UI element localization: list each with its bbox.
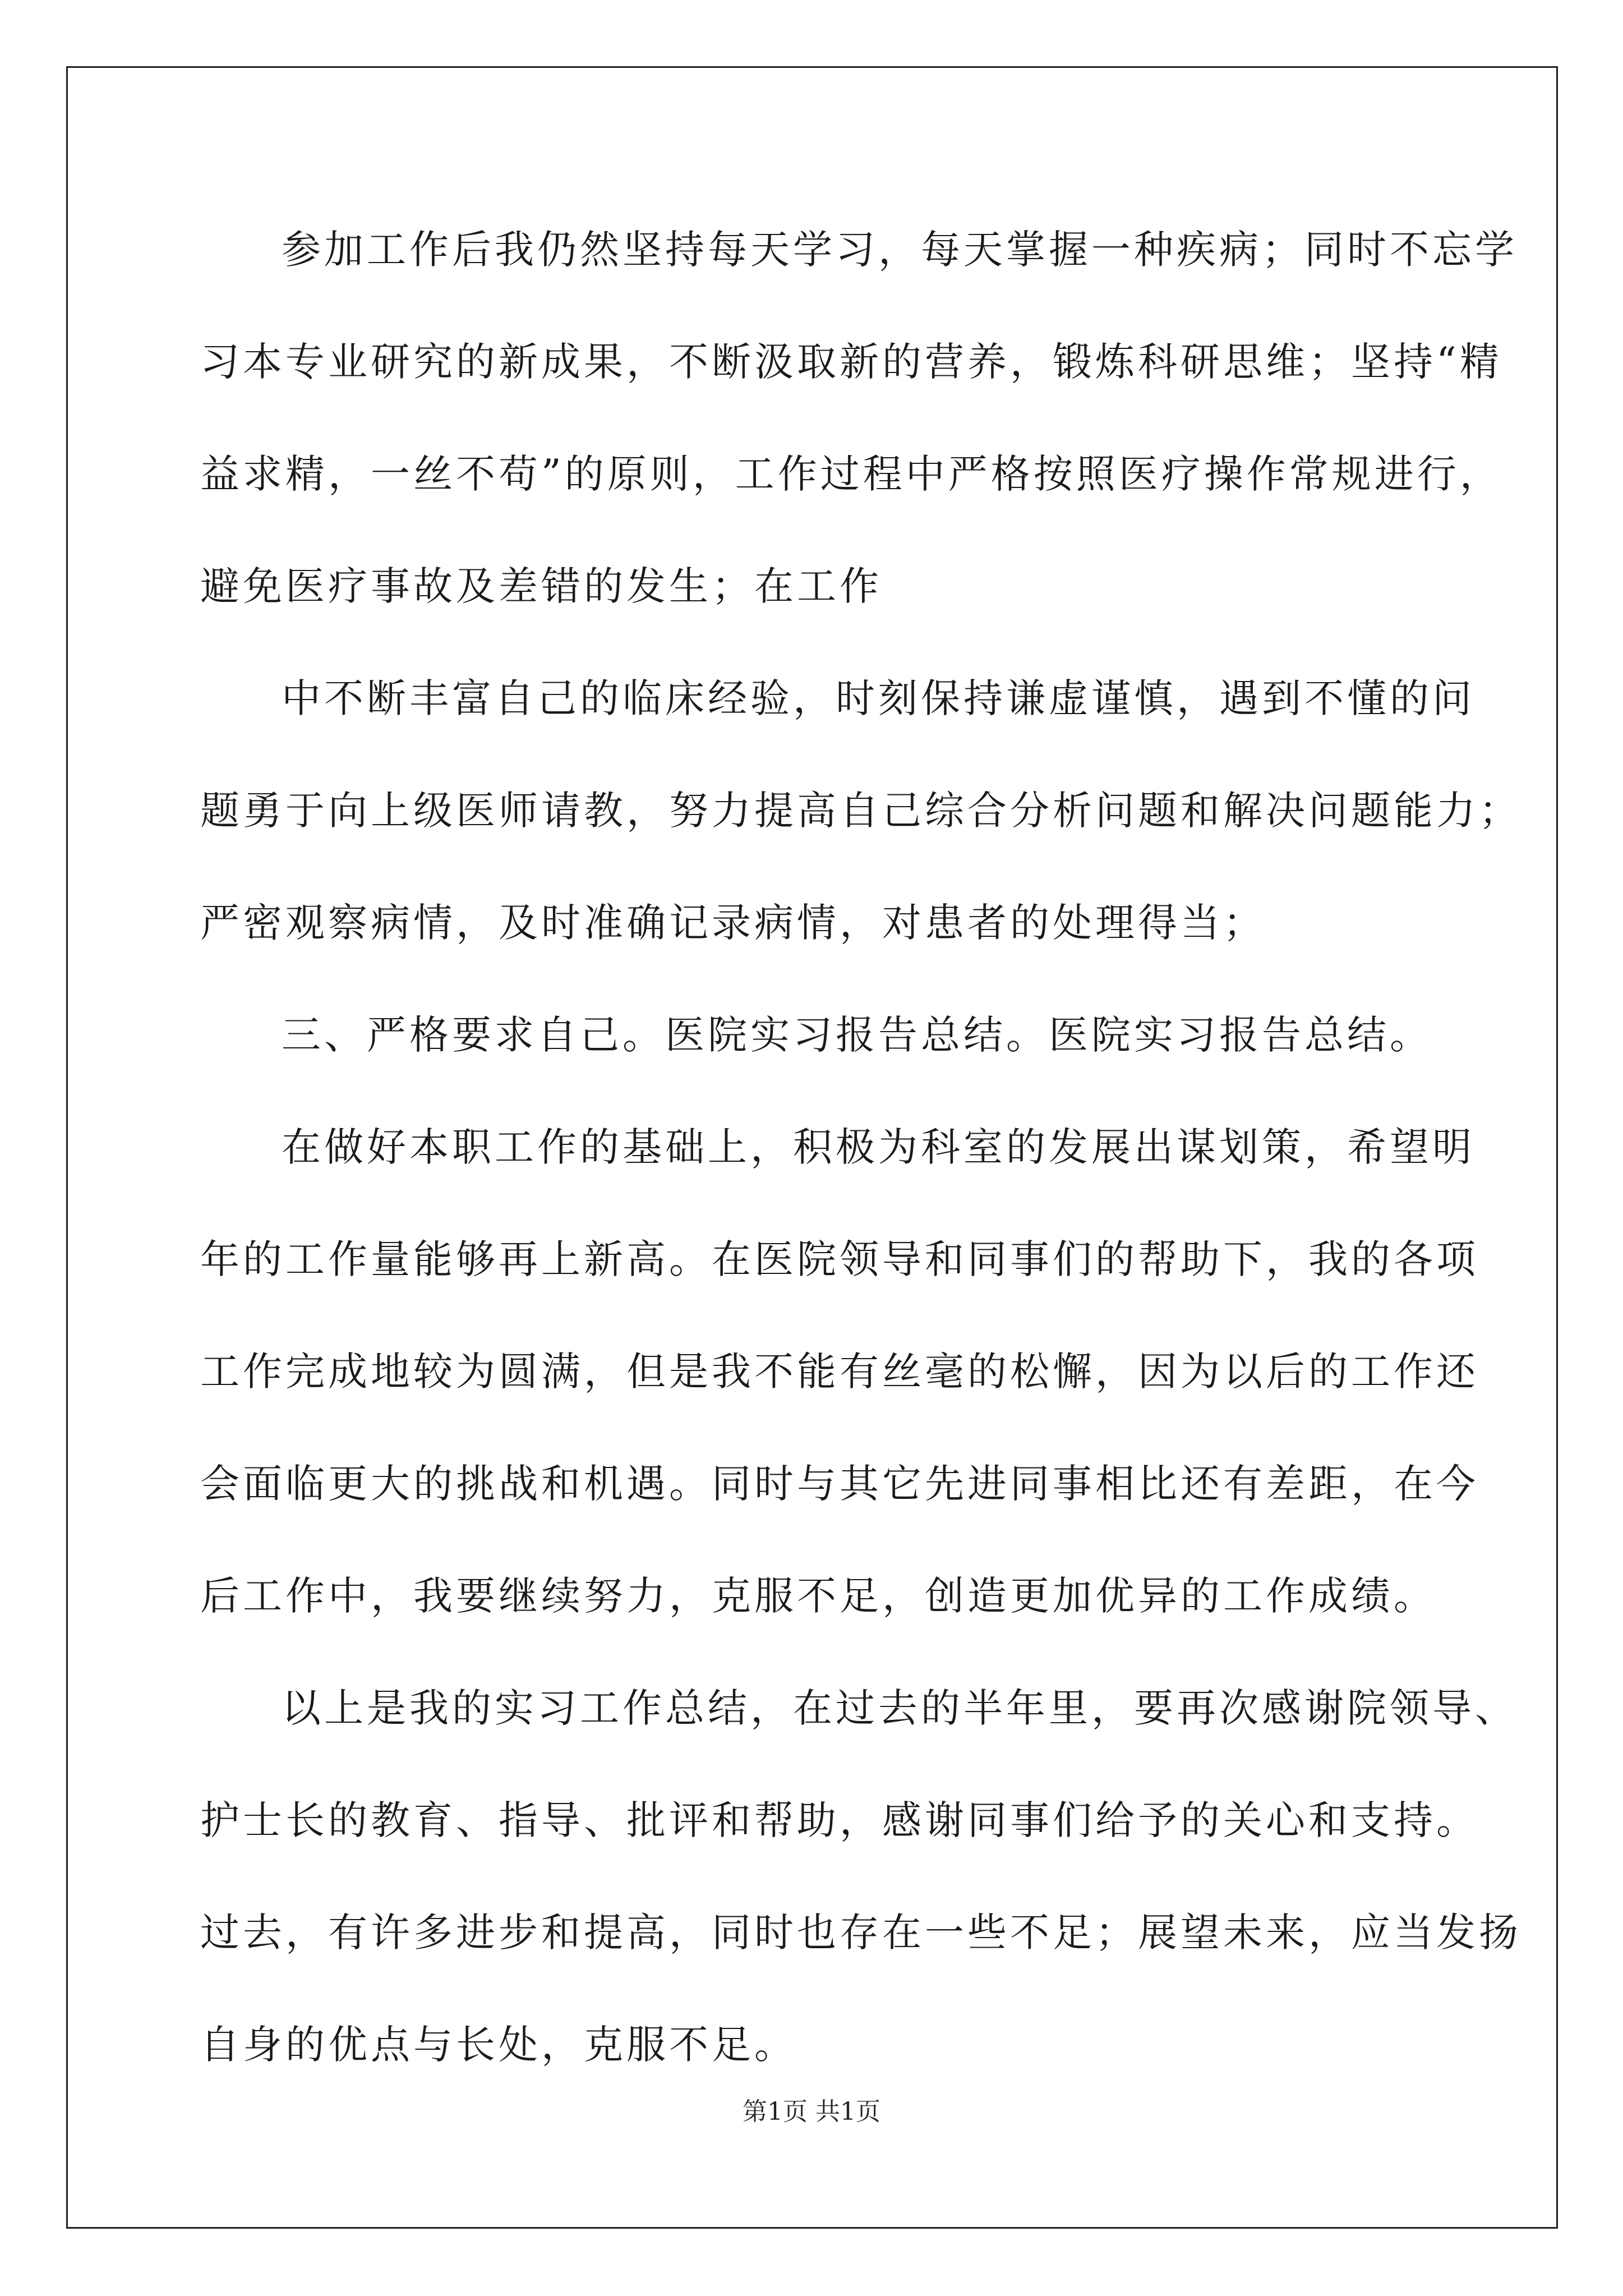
- paragraph-line: 自身的优点与长处，克服不足。: [200, 2022, 797, 2068]
- page-number-footer: 第1页 共1页: [743, 2097, 880, 2126]
- paragraph-line: 题勇于向上级医师请教，努力提高自己综合分析问题和解决问题能力；: [200, 788, 1521, 834]
- paragraph-line: 益求精，一丝不苟”的原则，工作过程中严格按照医疗操作常规进行，: [200, 451, 1502, 497]
- paragraph-line: 三、严格要求自己。医院实习报告总结。医院实习报告总结。: [282, 1012, 1432, 1058]
- paragraph-line: 严密观察病情，及时准确记录病情，对患者的处理得当；: [200, 900, 1266, 946]
- paragraph-line: 避免医疗事故及差错的发生；在工作: [200, 563, 882, 609]
- paragraph-line: 中不断丰富自己的临床经验，时刻保持谦虚谨慎，遇到不懂的问: [282, 675, 1475, 721]
- paragraph-line: 年的工作量能够再上新高。在医院领导和同事们的帮助下，我的各项: [200, 1236, 1479, 1282]
- paragraph-line: 以上是我的实习工作总结，在过去的半年里，要再次感谢院领导、: [282, 1685, 1518, 1731]
- paragraph-line: 会面临更大的挑战和机遇。同时与其它先进同事相比还有差距，在今: [200, 1461, 1479, 1507]
- paragraph-line: 护士长的教育、指导、批评和帮助，感谢同事们给予的关心和支持。: [200, 1797, 1479, 1843]
- paragraph-line: 后工作中，我要继续努力，克服不足，创造更加优异的工作成绩。: [200, 1573, 1436, 1619]
- paragraph-line: 在做好本职工作的基础上，积极为科室的发展出谋划策，希望明: [282, 1124, 1475, 1170]
- paragraph-line: 参加工作后我仍然坚持每天学习，每天掌握一种疾病；同时不忘学: [282, 227, 1518, 273]
- paragraph-line: 过去，有许多进步和提高，同时也存在一些不足；展望未来，应当发扬: [200, 1910, 1521, 1955]
- paragraph-line: 工作完成地较为圆满，但是我不能有丝毫的松懈，因为以后的工作还: [200, 1349, 1479, 1395]
- paragraph-line: 习本专业研究的新成果，不断汲取新的营养，锻炼科研思维；坚持“精: [200, 339, 1502, 385]
